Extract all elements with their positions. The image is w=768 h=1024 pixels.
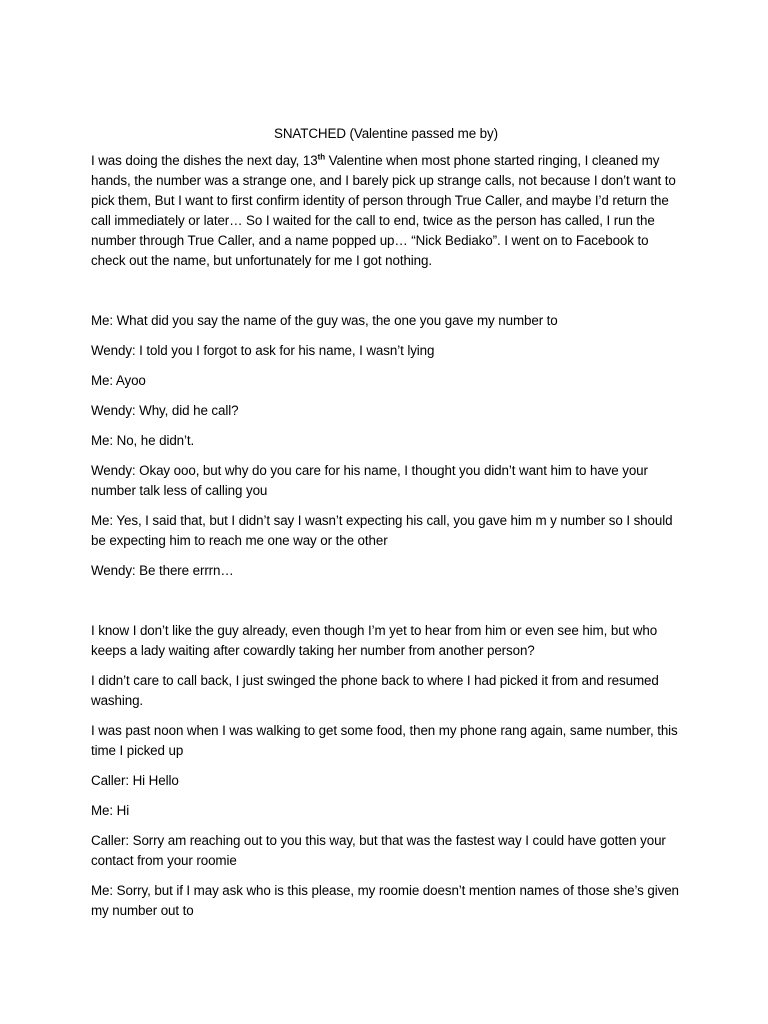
intro-text-start: I was doing the dishes the next day, 13 [91, 153, 318, 168]
dialogue-line: Wendy: Be there errrn… [91, 563, 234, 578]
dialogue-line: Me: No, he didn’t. [91, 433, 195, 448]
dialogue-line: Me: Hi [91, 803, 130, 818]
intro-text-rest: Valentine when most phone started ringing, I cleaned my hands, the number was a strange one, and I barely pick up strange calls, not because I don’t want to pick them, But I want to first confirm identity of person through True Caller, and maybe I’d return the call immediately or later… So I waited for the call to end, twice as the person has called, I run the number through True Caller, and a name popped up… “Nick Bediako”. I went on to Facebook to check out the name, but unfortunately for me I got nothing. [91, 153, 676, 268]
narrative-paragraph: I know I don’t like the guy already, even though I’m yet to hear from him or even see him, but who keeps a lady waiting after cowardly taking her number from another person? [91, 623, 658, 658]
ordinal-superscript: th [317, 152, 325, 162]
dialogue-line: Me: Sorry, but if I may ask who is this please, my roomie doesn’t mention names of those she’s given my number out to [91, 883, 679, 918]
document-page [91, 124, 681, 931]
dialogue-line: Wendy: Why, did he call? [91, 403, 239, 418]
dialogue-line: Me: Yes, I said that, but I didn’t say I wasn’t expecting his call, you gave him m y number so I should be expecting him to reach me one way or the other [91, 513, 673, 548]
dialogue-line: Caller: Hi Hello [91, 773, 179, 788]
dialogue-line: Wendy: Okay ooo, but why do you care for his name, I thought you didn’t want him to have your number talk less of calling you [91, 463, 648, 498]
dialogue-line: Caller: Sorry am reaching out to you this way, but that was the fastest way I could have gotten your contact from your roomie [91, 833, 666, 868]
dialogue-line: Me: What did you say the name of the guy was, the one you gave my number to [91, 313, 558, 328]
paragraph-gap [91, 281, 681, 311]
document-title: SNATCHED (Valentine passed me by) [274, 126, 498, 141]
intro-paragraph [91, 151, 681, 271]
narrative-paragraph: I didn’t care to call back, I just swinged the phone back to where I had picked it from and resumed washing. [91, 673, 659, 708]
dialogue-line: Me: Ayoo [91, 373, 146, 388]
paragraph-gap [91, 591, 681, 621]
dialogue-line: Wendy: I told you I forgot to ask for his name, I wasn’t lying [91, 343, 435, 358]
narrative-paragraph: I was past noon when I was walking to get some food, then my phone rang again, same number, this time I picked up [91, 723, 678, 758]
